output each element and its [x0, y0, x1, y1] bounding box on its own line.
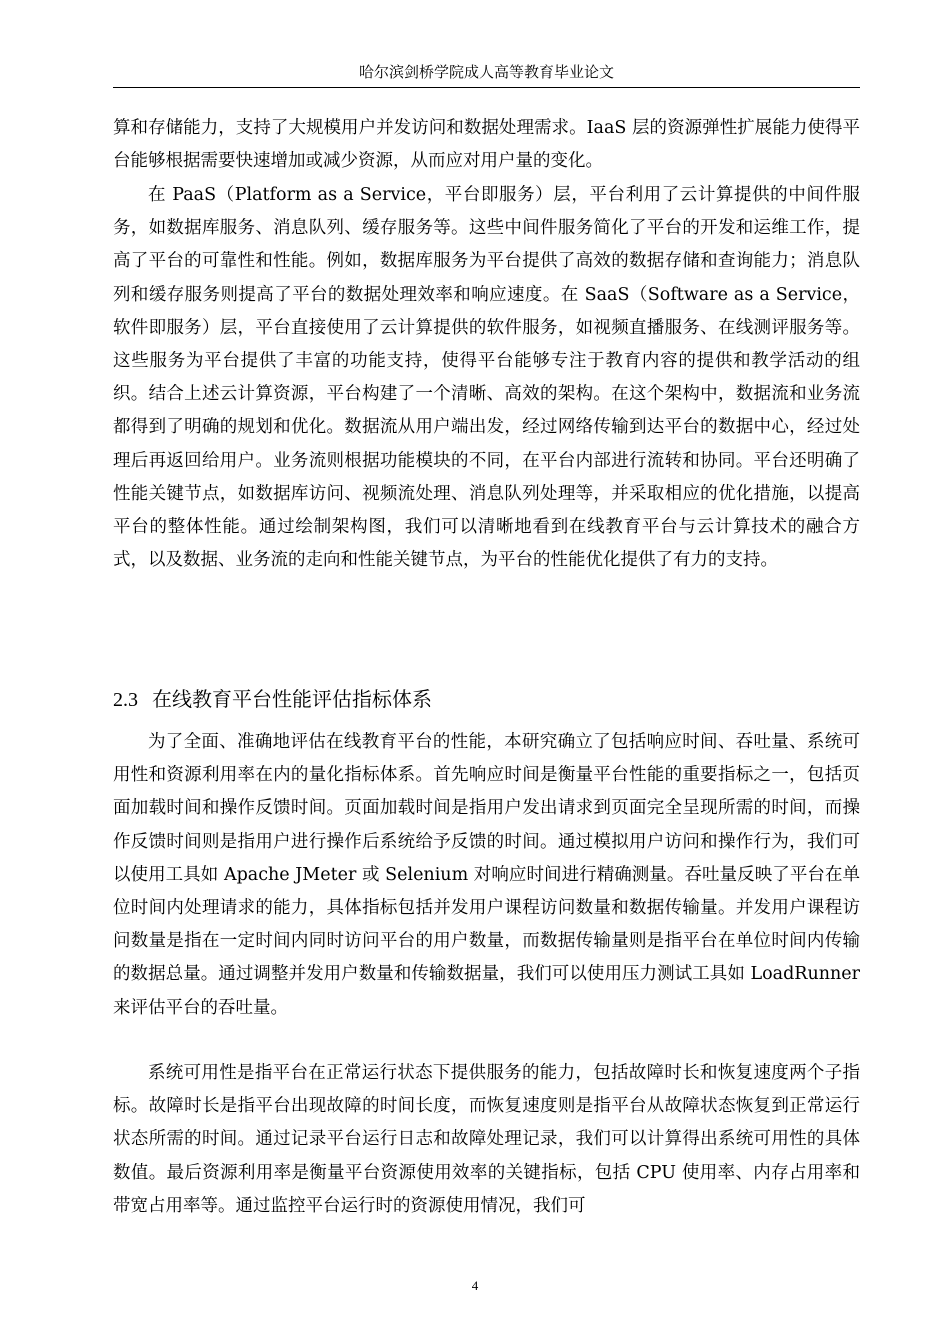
running-header: 哈尔滨剑桥学院成人高等教育毕业论文 — [113, 62, 860, 88]
paragraph-paas-saas-architecture: 在 PaaS（Platform as a Service，平台即服务）层，平台利用了云计算提供的中间件服务，如数据库服务、消息队列、缓存服务等。这些中间件服务简化了平台的开发和运维工作，提高了平台的可靠性和性能。例如，数据库服务为平台提供了高效的数据存储和查询能力；消息队列和缓存服务则提高了平台的数据处理效率和响应速度。在 SaaS（Software as a Service，软件即服务）层，平台直接使用了云计算提供的软件服务，如视频直播服务、在线测评服务等。这些服务为平台提供了丰富的功能支持，使得平台能够专注于教育内容的提供和教学活动的组织。结合上述云计算资源，平台构建了一个清晰、高效的架构。在这个架构中，数据流和业务流都得到了明确的规划和优化。数据流从用户端出发，经过网络传输到达平台的数据中心，经过处理后再返回给用户。业务流则根据功能模块的不同，在平台内部进行流转和协同。平台还明确了性能关键节点，如数据库访问、视频流处理、消息队列处理等，并采取相应的优化措施，以提高平台的整体性能。通过绘制架构图，我们可以清晰地看到在线教育平台与云计算技术的融合方式，以及数据、业务流的走向和性能关键节点，为平台的性能优化提供了有力的支持。 — [113, 185, 860, 571]
page-number: 4 — [471, 1278, 479, 1293]
section-number: 2.3 — [113, 689, 138, 711]
section-heading — [113, 682, 860, 716]
paragraph-availability-resource-usage: 系统可用性是指平台在正常运行状态下提供服务的能力，包括故障时长和恢复速度两个子指标。故障时长是指平台出现故障的时间长度，而恢复速度则是指平台从故障状态恢复到正常运行状态所需的时间。通过记录平台运行日志和故障处理记录，我们可以计算得出系统可用性的具体数值。最后资源利用率是衡量平台资源使用效率的关键指标，包括 CPU 使用率、内存占用率和带宽占用率等。通过监控平台运行时的资源使用情况，我们可 — [113, 1063, 860, 1216]
paragraph-continuation: 算和存储能力，支持了大规模用户并发访问和数据处理需求。IaaS 层的资源弹性扩展能力使得平台能够根据需要快速增加或减少资源，从而应对用户量的变化。 — [113, 118, 860, 172]
paragraph-metrics-response-throughput: 为了全面、准确地评估在线教育平台的性能，本研究确立了包括响应时间、吞吐量、系统可用性和资源利用率在内的量化指标体系。首先响应时间是衡量平台性能的重要指标之一，包括页面加载时间和操作反馈时间。页面加载时间是指用户发出请求到页面完全呈现所需的时间，而操作反馈时间则是指用户进行操作后系统给予反馈的时间。通过模拟用户访问和操作行为，我们可以使用工具如 Apache JMeter 或 Selenium 对响应时间进行精确测量。吞吐量反映了平台在单位时间内处理请求的能力，具体指标包括并发用户课程访问数量和数据传输量。并发用户课程访问数量是指在一定时间内同时访问平台的用户数量，而数据传输量则是指平台在单位时间内传输的数据总量。通过调整并发用户数量和传输数据量，我们可以使用压力测试工具如 LoadRunner 来评估平台的吞吐量。 — [113, 732, 860, 1018]
section-title: 在线教育平台性能评估指标体系 — [152, 687, 432, 711]
